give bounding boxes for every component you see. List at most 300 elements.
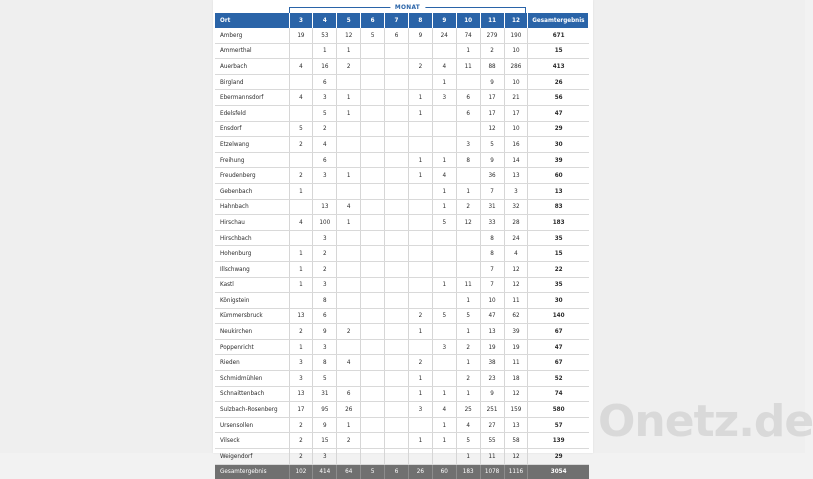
- table-cell: [432, 121, 456, 137]
- column-header-month: 4: [313, 13, 337, 28]
- table-cell: 3: [456, 137, 480, 153]
- table-row: [215, 59, 589, 75]
- row-total-cell: 580: [528, 402, 589, 418]
- table-cell: [408, 215, 432, 231]
- table-row: [215, 199, 589, 215]
- table-cell: 1: [337, 90, 361, 106]
- table-cell: 3: [313, 277, 337, 293]
- table-cell: 3: [313, 230, 337, 246]
- table-cell: [385, 371, 409, 387]
- table-cell: 16: [504, 137, 528, 153]
- table-cell: 1: [456, 386, 480, 402]
- table-cell: [385, 417, 409, 433]
- table-row: [215, 215, 589, 231]
- table-cell: 6: [313, 152, 337, 168]
- table-cell: 1: [337, 417, 361, 433]
- table-cell: [385, 293, 409, 309]
- table-cell: 12: [504, 449, 528, 465]
- table-cell: 11: [456, 59, 480, 75]
- table-cell: 1: [408, 324, 432, 340]
- table-row: [215, 121, 589, 137]
- column-header-month: 3: [289, 13, 313, 28]
- table-row: [215, 386, 589, 402]
- table-cell: 10: [480, 293, 504, 309]
- table-cell: 8: [456, 152, 480, 168]
- table-cell: 3: [432, 90, 456, 106]
- table-cell: [385, 137, 409, 153]
- table-cell: [361, 371, 385, 387]
- table-cell: 1: [289, 261, 313, 277]
- table-cell: [289, 230, 313, 246]
- table-cell: 5: [289, 121, 313, 137]
- table-cell: 10: [504, 121, 528, 137]
- row-total-cell: 29: [528, 449, 589, 465]
- row-total-cell: 60: [528, 168, 589, 184]
- table-cell: 11: [504, 293, 528, 309]
- table-cell: 12: [337, 28, 361, 43]
- table-cell: [385, 308, 409, 324]
- table-cell: [361, 261, 385, 277]
- row-total-cell: 671: [528, 28, 589, 43]
- table-cell: 6: [313, 74, 337, 90]
- table-cell: [385, 152, 409, 168]
- table-cell: [408, 137, 432, 153]
- row-label-ort: Schnaittenbach: [215, 386, 289, 402]
- table-row: [215, 28, 589, 43]
- row-total-cell: 26: [528, 74, 589, 90]
- row-label-ort: Ensdorf: [215, 121, 289, 137]
- table-cell: 2: [480, 43, 504, 59]
- table-body: [215, 28, 589, 464]
- column-header-month: 12: [504, 13, 528, 28]
- table-cell: [361, 183, 385, 199]
- table-cell: 1: [456, 43, 480, 59]
- table-cell: [456, 261, 480, 277]
- table-cell: 8: [313, 355, 337, 371]
- table-cell: 5: [456, 308, 480, 324]
- table-cell: 4: [337, 199, 361, 215]
- table-cell: [408, 339, 432, 355]
- column-header-month: 10: [456, 13, 480, 28]
- table-cell: [385, 402, 409, 418]
- row-total-cell: 15: [528, 43, 589, 59]
- table-cell: [385, 355, 409, 371]
- table-cell: [385, 246, 409, 262]
- table-cell: 1: [432, 277, 456, 293]
- total-cell: 60: [432, 464, 456, 479]
- table-row: [215, 277, 589, 293]
- row-label-ort: Vilseck: [215, 433, 289, 449]
- row-total-cell: 35: [528, 277, 589, 293]
- table-cell: 3: [432, 339, 456, 355]
- table-cell: [385, 449, 409, 465]
- table-cell: [408, 43, 432, 59]
- table-cell: 5: [432, 308, 456, 324]
- table-cell: 17: [289, 402, 313, 418]
- row-label-ort: Hahnbach: [215, 199, 289, 215]
- table-row: [215, 105, 589, 121]
- table-cell: 1: [432, 386, 456, 402]
- table-row: [215, 43, 589, 59]
- table-row: [215, 246, 589, 262]
- table-cell: [408, 183, 432, 199]
- table-cell: 6: [456, 105, 480, 121]
- table-row: [215, 433, 589, 449]
- table-cell: [289, 293, 313, 309]
- table-cell: [361, 43, 385, 59]
- table-cell: 13: [504, 168, 528, 184]
- table-cell: 18: [504, 371, 528, 387]
- table-row: [215, 137, 589, 153]
- table-cell: [432, 105, 456, 121]
- table-cell: 2: [289, 168, 313, 184]
- row-label-ort: Edelsfeld: [215, 105, 289, 121]
- table-cell: 1: [289, 246, 313, 262]
- table-cell: [385, 339, 409, 355]
- table-cell: [432, 371, 456, 387]
- row-total-cell: 140: [528, 308, 589, 324]
- table-cell: 6: [385, 28, 409, 43]
- row-label-ort: Kastl: [215, 277, 289, 293]
- table-cell: [385, 74, 409, 90]
- table-cell: 12: [504, 386, 528, 402]
- table-cell: [361, 74, 385, 90]
- table-cell: 1: [337, 43, 361, 59]
- table-cell: [337, 230, 361, 246]
- table-cell: 6: [337, 386, 361, 402]
- row-total-cell: 47: [528, 105, 589, 121]
- row-total-cell: 74: [528, 386, 589, 402]
- table-cell: 4: [313, 137, 337, 153]
- table-cell: 3: [408, 402, 432, 418]
- table-cell: [361, 308, 385, 324]
- table-cell: 2: [456, 371, 480, 387]
- table-cell: 1: [432, 152, 456, 168]
- total-cell: 102: [289, 464, 313, 479]
- table-cell: 13: [289, 386, 313, 402]
- table-cell: 5: [313, 105, 337, 121]
- table-cell: 2: [289, 417, 313, 433]
- table-cell: 2: [408, 59, 432, 75]
- table-cell: 1: [456, 293, 480, 309]
- table-cell: 9: [480, 74, 504, 90]
- table-cell: 12: [456, 215, 480, 231]
- table-cell: 4: [456, 417, 480, 433]
- table-row: [215, 324, 589, 340]
- table-cell: [456, 74, 480, 90]
- table-cell: [432, 230, 456, 246]
- table-cell: 5: [480, 137, 504, 153]
- table-cell: 53: [313, 28, 337, 43]
- table-cell: [361, 199, 385, 215]
- table-cell: [385, 59, 409, 75]
- table-cell: [408, 417, 432, 433]
- table-cell: [361, 339, 385, 355]
- table-cell: 1: [289, 183, 313, 199]
- column-header-ort: Ort: [215, 13, 289, 28]
- month-group-label: MONAT: [390, 2, 425, 13]
- table-cell: 1: [337, 215, 361, 231]
- table-row: [215, 152, 589, 168]
- table-cell: [337, 152, 361, 168]
- row-label-ort: Auerbach: [215, 59, 289, 75]
- table-cell: [313, 183, 337, 199]
- total-cell: 5: [361, 464, 385, 479]
- table-cell: 55: [480, 433, 504, 449]
- table-cell: [361, 355, 385, 371]
- total-cell: 64: [337, 464, 361, 479]
- table-cell: 7: [480, 261, 504, 277]
- table-cell: 1: [408, 433, 432, 449]
- table-cell: 7: [480, 183, 504, 199]
- table-cell: 15: [313, 433, 337, 449]
- table-cell: 17: [504, 105, 528, 121]
- table-cell: 3: [289, 371, 313, 387]
- row-total-cell: 13: [528, 183, 589, 199]
- table-cell: 1: [456, 355, 480, 371]
- table-cell: [361, 402, 385, 418]
- table-cell: 24: [432, 28, 456, 43]
- table-row: [215, 308, 589, 324]
- row-label-ort: Schmidmühlen: [215, 371, 289, 387]
- table-cell: 3: [313, 168, 337, 184]
- table-cell: [432, 355, 456, 371]
- table-cell: [385, 433, 409, 449]
- table-cell: 2: [408, 308, 432, 324]
- table-cell: [408, 121, 432, 137]
- total-cell: 1078: [480, 464, 504, 479]
- table-cell: 8: [313, 293, 337, 309]
- row-total-cell: 30: [528, 293, 589, 309]
- table-cell: [385, 183, 409, 199]
- table-cell: 100: [313, 215, 337, 231]
- table-cell: 31: [480, 199, 504, 215]
- table-row: [215, 230, 589, 246]
- row-label-ort: Neukirchen: [215, 324, 289, 340]
- table-cell: 2: [456, 339, 480, 355]
- row-label-ort: Rieden: [215, 355, 289, 371]
- row-label-ort: Illschwang: [215, 261, 289, 277]
- table-cell: [432, 43, 456, 59]
- table-cell: 13: [504, 417, 528, 433]
- table-row: [215, 90, 589, 106]
- table-cell: 12: [480, 121, 504, 137]
- table-cell: 11: [456, 277, 480, 293]
- table-cell: 13: [289, 308, 313, 324]
- table-cell: [289, 152, 313, 168]
- table-cell: [337, 74, 361, 90]
- row-total-cell: 67: [528, 355, 589, 371]
- table-cell: 5: [313, 371, 337, 387]
- table-cell: [361, 152, 385, 168]
- table-cell: 13: [313, 199, 337, 215]
- table-cell: [408, 449, 432, 465]
- column-header-month: 8: [408, 13, 432, 28]
- table-cell: [337, 137, 361, 153]
- table-row: [215, 339, 589, 355]
- column-header-month: 6: [361, 13, 385, 28]
- table-cell: 9: [408, 28, 432, 43]
- total-cell: 183: [456, 464, 480, 479]
- table-cell: 31: [313, 386, 337, 402]
- table-cell: [408, 74, 432, 90]
- table-cell: [289, 199, 313, 215]
- table-cell: 95: [313, 402, 337, 418]
- row-label-ort: Hirschbach: [215, 230, 289, 246]
- table-cell: [456, 168, 480, 184]
- table-row: [215, 261, 589, 277]
- row-label-ort: Gebenbach: [215, 183, 289, 199]
- statistics-table: [215, 13, 589, 479]
- table-cell: 2: [289, 324, 313, 340]
- table-cell: 1: [432, 74, 456, 90]
- table-cell: 2: [313, 121, 337, 137]
- table-cell: 1: [456, 183, 480, 199]
- table-cell: 2: [337, 324, 361, 340]
- table-row: [215, 355, 589, 371]
- row-total-cell: 83: [528, 199, 589, 215]
- row-label-ort: Weigendorf: [215, 449, 289, 465]
- row-label-ort: Ammerthal: [215, 43, 289, 59]
- table-cell: 14: [504, 152, 528, 168]
- table-cell: [385, 168, 409, 184]
- table-cell: 2: [289, 433, 313, 449]
- row-label-ort: Ebermannsdorf: [215, 90, 289, 106]
- table-row: [215, 402, 589, 418]
- table-cell: [337, 121, 361, 137]
- table-cell: 33: [480, 215, 504, 231]
- table-cell: 3: [313, 449, 337, 465]
- table-cell: 11: [480, 449, 504, 465]
- row-total-cell: 139: [528, 433, 589, 449]
- table-cell: [361, 293, 385, 309]
- table-cell: [385, 105, 409, 121]
- table-cell: 5: [456, 433, 480, 449]
- table-cell: 23: [480, 371, 504, 387]
- table-cell: 1: [408, 152, 432, 168]
- table-cell: 47: [480, 308, 504, 324]
- table-cell: [385, 199, 409, 215]
- table-cell: [385, 230, 409, 246]
- table-cell: 159: [504, 402, 528, 418]
- table-cell: 4: [337, 355, 361, 371]
- table-cell: 6: [313, 308, 337, 324]
- table-cell: 9: [313, 324, 337, 340]
- table-cell: 27: [480, 417, 504, 433]
- row-label-ort: Freudenberg: [215, 168, 289, 184]
- table-cell: [385, 386, 409, 402]
- table-cell: 1: [289, 339, 313, 355]
- table-cell: 12: [504, 277, 528, 293]
- table-cell: 9: [480, 152, 504, 168]
- table-cell: 251: [480, 402, 504, 418]
- table-row: [215, 449, 589, 465]
- table-row: [215, 74, 589, 90]
- table-cell: 279: [480, 28, 504, 43]
- table-cell: [361, 105, 385, 121]
- table-cell: 4: [289, 90, 313, 106]
- row-label-ort: Birgland: [215, 74, 289, 90]
- table-cell: 5: [361, 28, 385, 43]
- table-cell: 19: [504, 339, 528, 355]
- table-cell: 21: [504, 90, 528, 106]
- row-total-cell: 57: [528, 417, 589, 433]
- table-cell: 9: [313, 417, 337, 433]
- table-cell: 2: [408, 355, 432, 371]
- row-label-ort: Poppenricht: [215, 339, 289, 355]
- row-total-cell: 56: [528, 90, 589, 106]
- table-cell: 1: [313, 43, 337, 59]
- table-cell: 3: [313, 90, 337, 106]
- table-cell: 1: [408, 105, 432, 121]
- table-row: [215, 417, 589, 433]
- table-cell: 2: [337, 433, 361, 449]
- table-cell: 1: [432, 417, 456, 433]
- row-label-ort: Freihung: [215, 152, 289, 168]
- table-cell: [432, 261, 456, 277]
- table-cell: [456, 230, 480, 246]
- table-cell: 17: [480, 105, 504, 121]
- table-cell: [289, 74, 313, 90]
- row-total-cell: 39: [528, 152, 589, 168]
- row-label-ort: Ursensollen: [215, 417, 289, 433]
- table-cell: [432, 449, 456, 465]
- table-cell: [408, 230, 432, 246]
- row-label-ort: Amberg: [215, 28, 289, 43]
- table-row: [215, 293, 589, 309]
- table-cell: [432, 137, 456, 153]
- table-cell: [385, 324, 409, 340]
- table-cell: 3: [313, 339, 337, 355]
- table-cell: 19: [289, 28, 313, 43]
- table-cell: 36: [480, 168, 504, 184]
- table-cell: [361, 449, 385, 465]
- table-cell: [361, 324, 385, 340]
- table-cell: 3: [504, 183, 528, 199]
- table-cell: [408, 293, 432, 309]
- table-cell: [432, 324, 456, 340]
- row-total-cell: 22: [528, 261, 589, 277]
- table-cell: 5: [432, 215, 456, 231]
- table-cell: 2: [313, 246, 337, 262]
- table-cell: [337, 261, 361, 277]
- table-row: [215, 371, 589, 387]
- grand-total-cell: 3054: [528, 464, 589, 479]
- row-label-ort: Kümmersbruck: [215, 308, 289, 324]
- total-cell: 6: [385, 464, 409, 479]
- table-cell: [337, 277, 361, 293]
- table-cell: [361, 417, 385, 433]
- table-cell: [337, 371, 361, 387]
- column-header-month: 9: [432, 13, 456, 28]
- table-cell: 12: [504, 261, 528, 277]
- table-cell: 1: [408, 371, 432, 387]
- table-cell: 1: [432, 183, 456, 199]
- table-cell: 1: [456, 449, 480, 465]
- table-cell: 2: [289, 449, 313, 465]
- table-cell: 8: [480, 230, 504, 246]
- total-cell: 1116: [504, 464, 528, 479]
- row-total-cell: 67: [528, 324, 589, 340]
- table-cell: 74: [456, 28, 480, 43]
- row-total-cell: 183: [528, 215, 589, 231]
- table-cell: [408, 199, 432, 215]
- row-total-cell: 29: [528, 121, 589, 137]
- table-cell: 8: [480, 246, 504, 262]
- table-cell: 4: [432, 59, 456, 75]
- table-cell: [408, 246, 432, 262]
- table-cell: [361, 59, 385, 75]
